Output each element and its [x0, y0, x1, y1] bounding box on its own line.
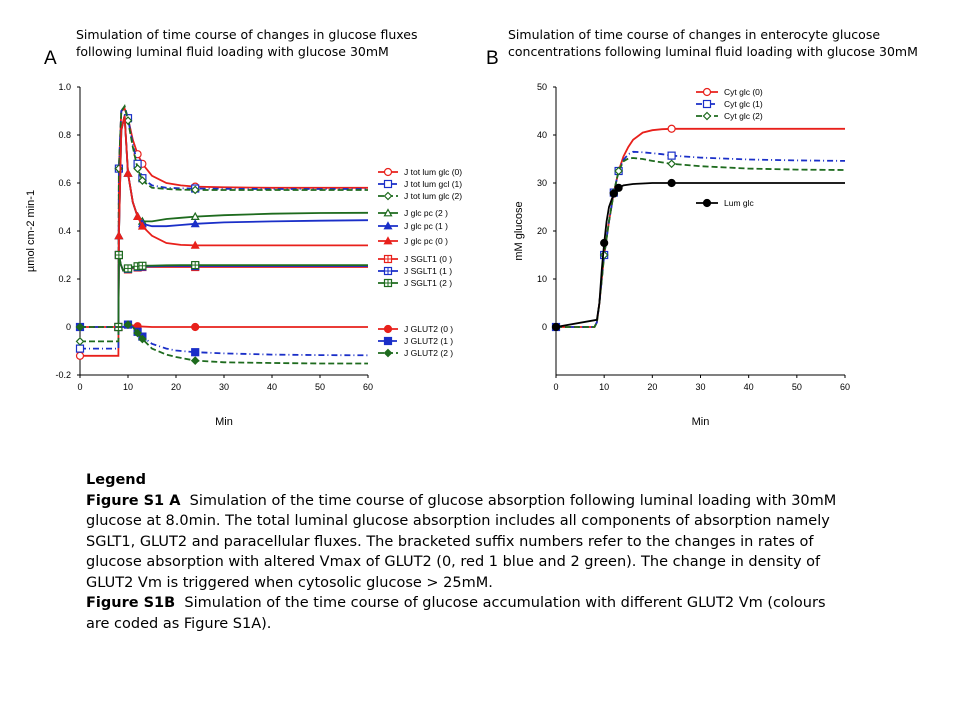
legend-s1a — [86, 491, 846, 594]
series-line — [118, 255, 368, 327]
x-tick-label: 30 — [695, 382, 706, 392]
data-point — [77, 345, 84, 352]
data-point — [601, 240, 608, 247]
y-tick-label: 0 — [541, 322, 547, 332]
legend-label: Lum glc — [724, 198, 754, 208]
legend-heading: Legend — [86, 472, 146, 488]
x-tick-label: 30 — [218, 382, 230, 392]
y-tick-label: 30 — [536, 178, 547, 188]
legend-s1b-text: Simulation of the time course of glucose accumulation with different GLUT2 Vm (colours are coded as Figure S1A). — [86, 595, 826, 632]
data-point — [192, 349, 199, 356]
y-tick-label: 0.4 — [58, 226, 71, 236]
series-j-sglt1-0 — [115, 252, 368, 331]
legend-label: J SGLT1 (1 ) — [404, 266, 453, 276]
x-tick-label: 50 — [791, 382, 802, 392]
data-point — [553, 324, 560, 331]
legend-marker — [385, 326, 392, 333]
legend-label: J glc pc (1 ) — [404, 221, 448, 231]
data-point — [77, 338, 84, 345]
legend-label: Cyt glc (2) — [724, 111, 763, 121]
legend-s1a-label: Figure S1 A — [86, 492, 181, 509]
legend-label: Cyt glc (1) — [724, 99, 763, 109]
y-axis-label: µmol cm-2 min-1 — [25, 189, 37, 273]
legend-label: J glc pc (2 ) — [404, 208, 448, 218]
legend-s1b-label: Figure S1B — [86, 595, 176, 611]
y-tick-label: 1.0 — [58, 82, 71, 92]
legend-marker — [704, 113, 711, 120]
data-point — [139, 262, 146, 269]
y-tick-label: -0.2 — [55, 370, 71, 380]
y-tick-label: 40 — [536, 130, 547, 140]
data-point — [668, 180, 675, 187]
series-line — [80, 109, 368, 356]
series-line — [80, 325, 368, 364]
legend-label: J tot lum gcl (1) — [404, 179, 463, 189]
series-j-sglt1-2 — [115, 252, 368, 331]
data-point — [668, 125, 675, 132]
data-point — [615, 184, 622, 191]
legend-marker — [385, 280, 392, 287]
legend-label: J GLUT2 (2 ) — [404, 348, 454, 358]
series-j-sglt1-1 — [115, 252, 368, 331]
series-j-glc-pc-1 — [115, 116, 368, 330]
data-point — [77, 352, 84, 359]
legend-marker — [704, 101, 711, 108]
chart-panel-a — [25, 82, 462, 428]
x-tick-label: 20 — [647, 382, 658, 392]
x-tick-label: 10 — [122, 382, 134, 392]
legend-label: J tot lum glc (2) — [404, 191, 463, 201]
x-tick-label: 40 — [743, 382, 754, 392]
data-point — [192, 357, 199, 364]
legend-marker — [385, 181, 392, 188]
legend-label: J GLUT2 (0 ) — [404, 324, 454, 334]
legend-label: J tot lum glc (0) — [404, 167, 463, 177]
x-axis-label: Min — [215, 416, 233, 428]
panel-a-letter: A — [44, 48, 57, 69]
y-tick-label: 0.6 — [58, 178, 71, 188]
series-line — [556, 183, 845, 327]
legend-marker — [385, 169, 392, 176]
series-line — [80, 106, 368, 348]
y-axis-label: mM glucose — [513, 201, 525, 261]
x-tick-label: 60 — [839, 382, 851, 392]
legend-label: J SGLT1 (2 ) — [404, 278, 453, 288]
legend-marker — [385, 193, 392, 200]
series-line — [80, 325, 368, 356]
legend-marker — [385, 338, 392, 345]
panel-b-letter: B — [486, 48, 499, 69]
y-tick-label: 0.8 — [58, 130, 71, 140]
legend-marker — [385, 256, 392, 263]
legend-marker — [704, 200, 711, 207]
y-tick-label: 20 — [536, 226, 547, 236]
data-point — [192, 324, 199, 331]
y-tick-label: 50 — [536, 82, 547, 92]
legend-label: J GLUT2 (1 ) — [404, 336, 454, 346]
data-point — [115, 252, 122, 259]
legend-label: J glc pc (0 ) — [404, 236, 448, 246]
data-point — [115, 232, 122, 238]
legend-label: J SGLT1 (0 ) — [404, 254, 453, 264]
legend-s1a-text: Simulation of the time course of glucose absorption following luminal loading with 30mM glucose at 8.0min. The total luminal glucose absorption includes all components of absorption namely SGLT1, GLUT2 and paracellular fluxes. The bracketed suffix numbers refer to the changes in rates of glucose absorption with altered Vmax of GLUT2 (0, red 1 blue and 2 green). The change in density of GLUT2 Vm is triggered when cytosolic glucose > 25mM. — [86, 492, 837, 591]
series-cyt-glc-1 — [553, 152, 846, 331]
series-cyt-glc-0 — [553, 125, 846, 330]
figure-legend — [86, 470, 846, 634]
series-line — [80, 106, 368, 341]
y-tick-label: 0 — [65, 322, 71, 332]
data-point — [192, 262, 199, 269]
data-point — [134, 213, 141, 219]
x-tick-label: 50 — [314, 382, 326, 392]
y-tick-label: 0.2 — [58, 274, 71, 284]
panel-a-title: Simulation of time course of changes in glucose fluxes following luminal fluid loading with glucose 30mM — [76, 27, 418, 59]
legend-label: Cyt glc (0) — [724, 87, 763, 97]
chart-panel-b — [513, 82, 850, 428]
data-point — [125, 170, 132, 176]
data-point — [125, 265, 132, 272]
panel-b-title: Simulation of time course of changes in enterocyte glucose concentrations following luminal fluid loading with glucose 30mM — [508, 27, 918, 59]
x-tick-label: 0 — [77, 382, 83, 392]
x-tick-label: 0 — [553, 382, 559, 392]
legend-marker — [385, 350, 392, 357]
legend-marker — [704, 89, 711, 96]
x-tick-label: 20 — [170, 382, 182, 392]
x-tick-label: 40 — [266, 382, 278, 392]
legend-s1b — [86, 593, 846, 634]
legend-marker — [385, 268, 392, 275]
x-tick-label: 60 — [362, 382, 374, 392]
x-tick-label: 10 — [599, 382, 610, 392]
x-axis-label: Min — [691, 416, 710, 428]
data-point — [668, 152, 675, 159]
data-point — [668, 160, 675, 167]
y-tick-label: 10 — [536, 274, 547, 284]
